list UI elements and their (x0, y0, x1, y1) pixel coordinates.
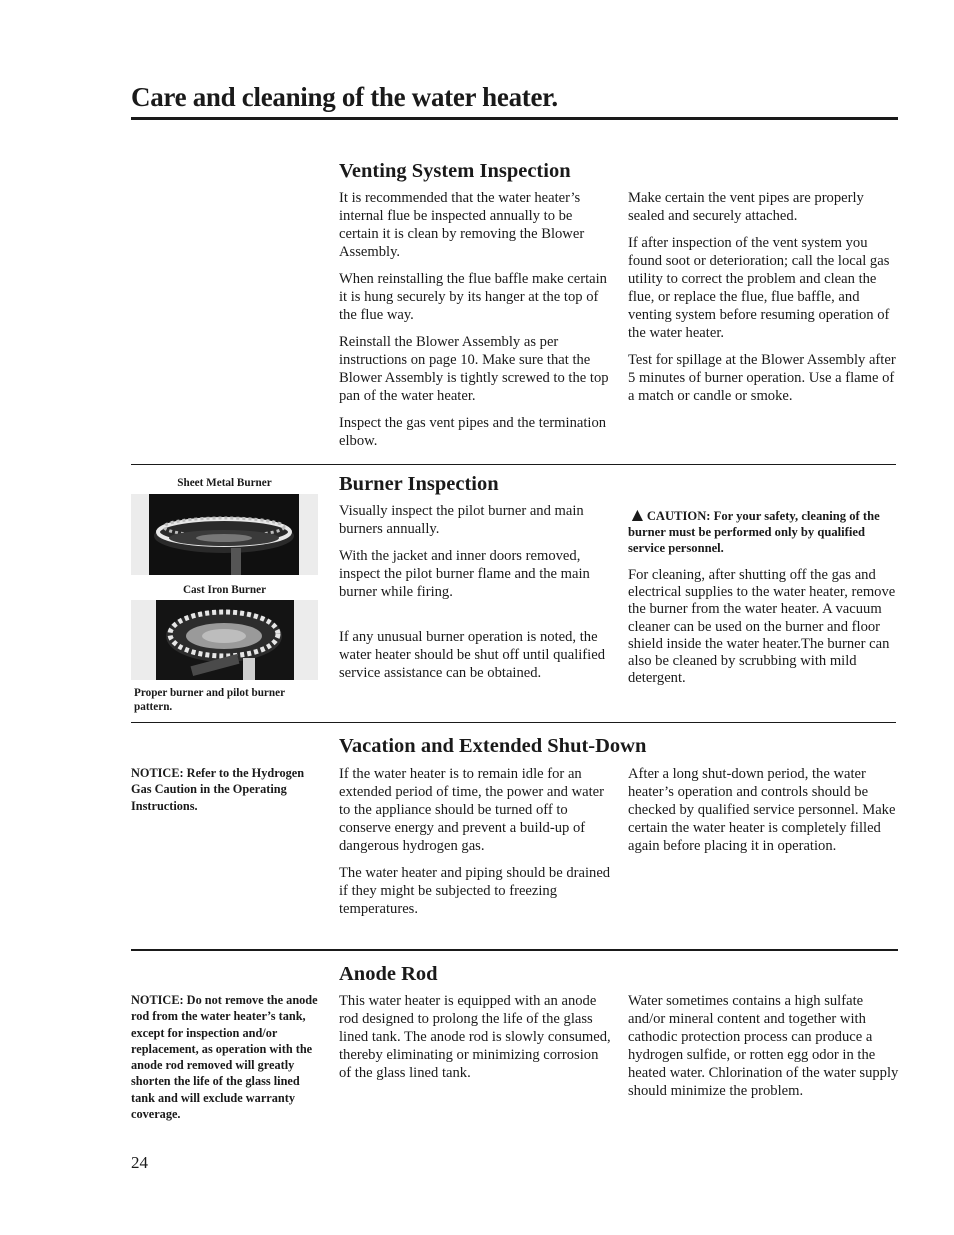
venting-paragraph: Reinstall the Blower Assembly as per instructions on page 10. Make sure that the Blower Assembly is tightly screwed to the top pan of the water heater. (339, 334, 609, 404)
warning-triangle-icon: ▲ (628, 505, 647, 526)
sheet-metal-burner-caption: Sheet Metal Burner (177, 477, 272, 489)
burner-heading: Burner Inspection (339, 473, 499, 495)
vacation-col1 (339, 765, 611, 927)
venting-paragraph: If after inspection of the vent system you found soot or deterioration; call the local gas utility to correct the problem and clean the flue, or replace the flue, flue baffle, and venting system before resuming operation of the water heater. (628, 235, 890, 341)
anode-paragraph: This water heater is equipped with an anode rod designed to prolong the life of the glass lined tank. The anode rod is slowly consumed, thereby eliminating or minimizing corrosion of the glass lined tank. (339, 993, 611, 1081)
burner-paragraph: With the jacket and inner doors removed, inspect the pilot burner flame and the main burner while firing. (339, 548, 590, 600)
anode-col2 (628, 992, 900, 1109)
caution-text: CAUTION: For your safety, cleaning of the burner must be performed only by qualified service personnel. (628, 509, 880, 555)
vacation-paragraph: After a long shut-down period, the water heater’s operation and controls should be checked by qualified service personnel. Make certain the water heater is completely filled again before placing it in operation. (628, 766, 896, 854)
venting-paragraph: Make certain the vent pipes are properly sealed and securely attached. (628, 190, 864, 224)
hydrogen-notice: NOTICE: Refer to the Hydrogen Gas Caution in the Operating Instructions. (131, 766, 305, 813)
venting-paragraph: Inspect the gas vent pipes and the termination elbow. (339, 415, 607, 449)
venting-col1 (339, 189, 611, 459)
venting-paragraph: Test for spillage at the Blower Assembly after 5 minutes of burner operation. Use a flame of a match or candle or smoke. (628, 352, 896, 404)
anode-col1 (339, 992, 611, 1091)
vacation-col2 (628, 765, 900, 864)
venting-heading: Venting System Inspection (339, 160, 571, 182)
title-rule (131, 117, 898, 120)
anode-heading: Anode Rod (339, 963, 438, 985)
burner-col2 (628, 505, 900, 696)
burner-paragraph: Visually inspect the pilot burner and main burners annually. (339, 503, 584, 537)
page-number: 24 (131, 1153, 148, 1172)
anode-notice: NOTICE: Do not remove the anode rod from the water heater’s tank, except for inspection and/or replacement, as operation with the anode rod removed will greatly shorten the life of the glass lined tank and will exclude warranty coverage. (131, 993, 318, 1122)
anode-paragraph: Water sometimes contains a high sulfate and/or mineral content and together with cathodic protection process can produce a hydrogen sulfide, or rotten egg odor in the heated water. Chlorination of the water supply should minimize the problem. (628, 993, 899, 1099)
burner-paragraph: If any unusual burner operation is noted, the water heater should be shut off until qualified service assistance can be obtained. (339, 629, 605, 681)
venting-paragraph: When reinstalling the flue baffle make certain it is hung securely by its hanger at the top of the flue way. (339, 271, 607, 323)
sheet-metal-burner-photo (131, 494, 318, 575)
section-divider (131, 949, 898, 951)
section-divider (131, 464, 896, 465)
burner-col1 (339, 502, 611, 691)
page-title: Care and cleaning of the water heater. (131, 82, 558, 112)
venting-col2 (628, 189, 900, 414)
cast-iron-burner-caption: Cast Iron Burner (182, 584, 267, 596)
burner-paragraph: For cleaning, after shutting off the gas and electrical supplies to the water heater, remove the burner from the water heater. A vacuum cleaner can be used on the burner and floor shield inside the water heater.The burner can also be cleaned by scrubbing with mild detergent. (628, 567, 896, 687)
section-divider (131, 722, 896, 723)
vacation-paragraph: The water heater and piping should be drained if they might be subjected to freezing temperatures. (339, 865, 611, 917)
cast-iron-burner-photo (131, 600, 318, 680)
vacation-heading: Vacation and Extended Shut-Down (339, 735, 647, 757)
burner-pattern-caption: Proper burner and pilot burner pattern. (134, 687, 285, 713)
burner-caution (628, 505, 900, 556)
venting-paragraph: It is recommended that the water heater’s internal flue be inspected annually to be certain it is clean by removing the Blower Assembly. (339, 190, 585, 260)
vacation-paragraph: If the water heater is to remain idle for an extended period of time, the power and water to the appliance should be turned off to conserve energy and prevent a build-up of dangerous hydrogen gas. (339, 766, 605, 854)
